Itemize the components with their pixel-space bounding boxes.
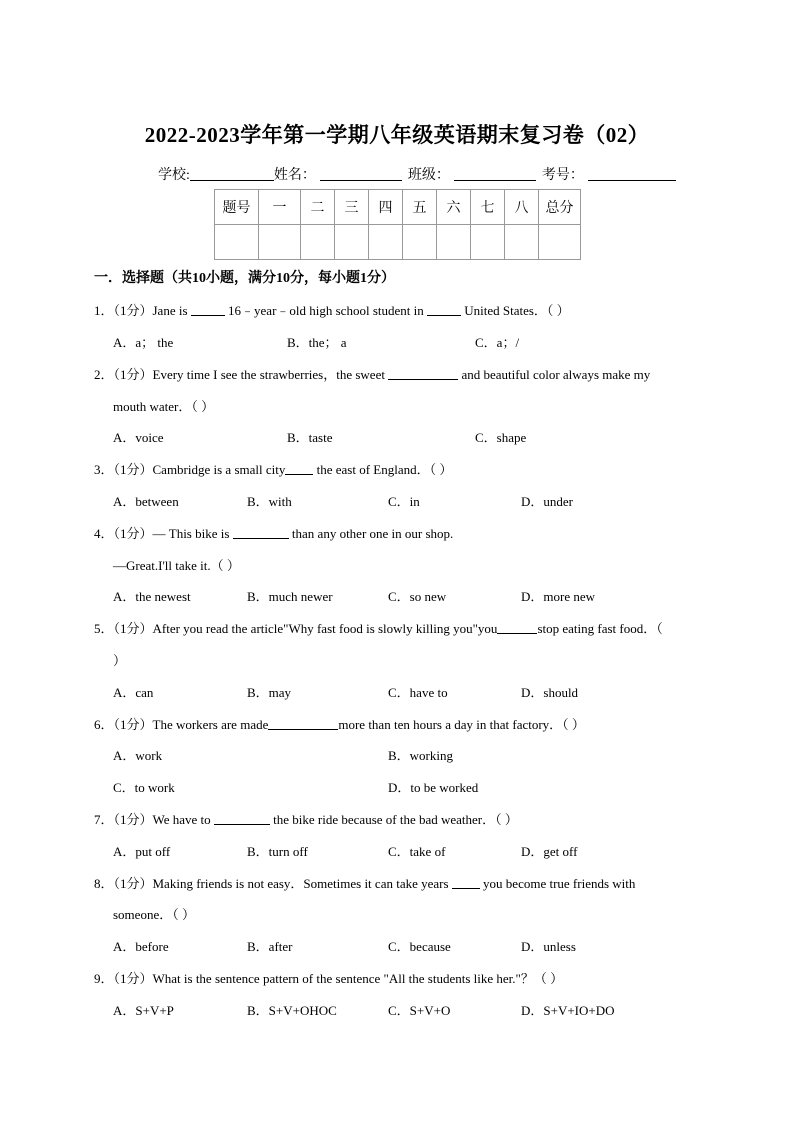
score-header-cell: 一 (259, 190, 301, 225)
question-4 (94, 523, 453, 542)
option-a[interactable]: A．between (113, 494, 179, 509)
question-9: 9．（1分）What is the sentence pattern of the sentence "All the students like her."？（ ） (94, 971, 564, 986)
question-text: and beautiful color always make my (458, 367, 651, 382)
option-b[interactable]: B．may (247, 685, 292, 700)
option-d[interactable]: D．get off (521, 844, 578, 859)
score-cell[interactable] (471, 225, 505, 260)
score-cell[interactable] (301, 225, 335, 260)
option-b[interactable]: B．working (388, 748, 454, 763)
question-1 (94, 300, 570, 319)
question-2-continued: mouth water．（ ） (113, 399, 215, 414)
option-c[interactable]: C．in (388, 494, 420, 509)
question-7 (94, 809, 518, 828)
question-text: you become true friends with (479, 876, 636, 891)
score-table (214, 189, 581, 260)
score-cell[interactable] (539, 225, 581, 260)
option-d[interactable]: D．under (521, 494, 573, 509)
score-header-cell: 四 (369, 190, 403, 225)
question-text: stop eating fast food．（ (537, 621, 663, 636)
name-blank[interactable] (320, 166, 402, 181)
option-d[interactable]: D．should (521, 685, 579, 700)
answer-blank[interactable] (388, 367, 458, 380)
exam-no-label: 考号： (541, 168, 584, 183)
option-a[interactable]: A．before (113, 939, 169, 954)
question-text: than any other one in our shop. (288, 526, 454, 541)
answer-blank[interactable] (285, 462, 313, 475)
option-c[interactable]: C．S+V+O (388, 1003, 451, 1018)
answer-blank[interactable] (427, 303, 461, 316)
question-text: 4．（1分）— This bike is (94, 526, 233, 541)
question-3 (94, 459, 452, 478)
option-a[interactable]: A．voice (113, 430, 164, 445)
option-a[interactable]: A．put off (113, 844, 171, 859)
score-cell[interactable] (335, 225, 369, 260)
answer-blank[interactable] (214, 812, 270, 825)
option-c[interactable]: C．have to (388, 685, 448, 700)
school-blank[interactable] (190, 166, 274, 181)
option-b[interactable]: B．the； a (287, 335, 347, 350)
score-table-header-row (215, 190, 581, 225)
option-a[interactable]: A．the newest (113, 589, 191, 604)
option-a[interactable]: A．S+V+P (113, 1003, 174, 1018)
question-2 (94, 364, 650, 383)
option-a[interactable]: A．a； the (113, 335, 174, 350)
option-d[interactable]: D．S+V+IO+DO (521, 1003, 615, 1018)
option-c[interactable]: C．a；/ (475, 335, 520, 350)
question-text: 3．（1分）Cambridge is a small city (94, 462, 286, 477)
option-c[interactable]: C．so new (388, 589, 447, 604)
question-text: more than ten hours a day in that factory．（ ） (338, 717, 585, 732)
question-6 (94, 714, 585, 733)
option-d[interactable]: D．more new (521, 589, 596, 604)
score-header-cell: 五 (403, 190, 437, 225)
option-b[interactable]: B．turn off (247, 844, 308, 859)
option-a[interactable]: A．work (113, 748, 163, 763)
score-header-cell: 三 (335, 190, 369, 225)
score-cell[interactable] (259, 225, 301, 260)
question-text: 6．（1分）The workers are made (94, 717, 269, 732)
option-d[interactable]: D．unless (521, 939, 576, 954)
question-5 (94, 618, 663, 637)
answer-blank[interactable] (191, 303, 225, 316)
answer-blank[interactable] (233, 526, 289, 539)
school-label: 学校: (158, 168, 190, 183)
question-text: 5．（1分）After you read the article"Why fast food is slowly killing you"you (94, 621, 498, 636)
score-header-cell: 六 (437, 190, 471, 225)
score-cell[interactable] (215, 225, 259, 260)
option-c[interactable]: C．take of (388, 844, 446, 859)
score-header-cell: 七 (471, 190, 505, 225)
score-header-cell: 二 (301, 190, 335, 225)
option-b[interactable]: B．S+V+OHOC (247, 1003, 337, 1018)
question-text: 16﹣year﹣old high school student in (224, 303, 427, 318)
class-label: 班级： (407, 168, 450, 183)
question-text: the east of England．（ ） (313, 462, 453, 477)
score-cell[interactable] (403, 225, 437, 260)
option-c[interactable]: C．shape (475, 430, 527, 445)
option-b[interactable]: B．after (247, 939, 293, 954)
exam-no-blank[interactable] (588, 166, 676, 181)
question-text: 7．（1分）We have to (94, 812, 214, 827)
option-b[interactable]: B．much newer (247, 589, 333, 604)
option-d[interactable]: D．to be worked (388, 780, 479, 795)
score-header-cell: 题号 (215, 190, 259, 225)
name-label: 姓名： (273, 168, 316, 183)
option-c[interactable]: C．because (388, 939, 451, 954)
question-8 (94, 873, 635, 892)
question-text: 1．（1分）Jane is (94, 303, 191, 318)
question-text: 2．（1分）Every time I see the strawberries，the sweet (94, 367, 389, 382)
question-8-continued: someone．（ ） (113, 907, 195, 922)
question-5-continued: ） (113, 653, 127, 668)
score-cell[interactable] (437, 225, 471, 260)
section-heading: 一．选择题（共10小题，满分10分，每小题1分） (94, 271, 395, 286)
score-header-cell: 八 (505, 190, 539, 225)
option-a[interactable]: A．can (113, 685, 154, 700)
answer-blank[interactable] (268, 717, 338, 730)
option-b[interactable]: B．taste (287, 430, 333, 445)
score-cell[interactable] (505, 225, 539, 260)
option-b[interactable]: B．with (247, 494, 292, 509)
score-header-cell: 总分 (539, 190, 581, 225)
question-4-continued: —Great.I'll take it.（ ） (113, 558, 240, 573)
student-info-row (158, 164, 676, 184)
question-text: United States．（ ） (460, 303, 570, 318)
score-table-score-row (215, 225, 581, 260)
answer-blank[interactable] (452, 876, 480, 889)
option-c[interactable]: C．to work (113, 780, 175, 795)
class-blank[interactable] (454, 166, 536, 181)
answer-blank[interactable] (497, 621, 537, 634)
question-text: 8．（1分）Making friends is not easy．Sometimes it can take years (94, 876, 452, 891)
page-title: 2022-2023学年第一学期八年级英语期末复习卷（02） (144, 123, 650, 147)
score-cell[interactable] (369, 225, 403, 260)
question-text: the bike ride because of the bad weather．（ ） (269, 812, 518, 827)
